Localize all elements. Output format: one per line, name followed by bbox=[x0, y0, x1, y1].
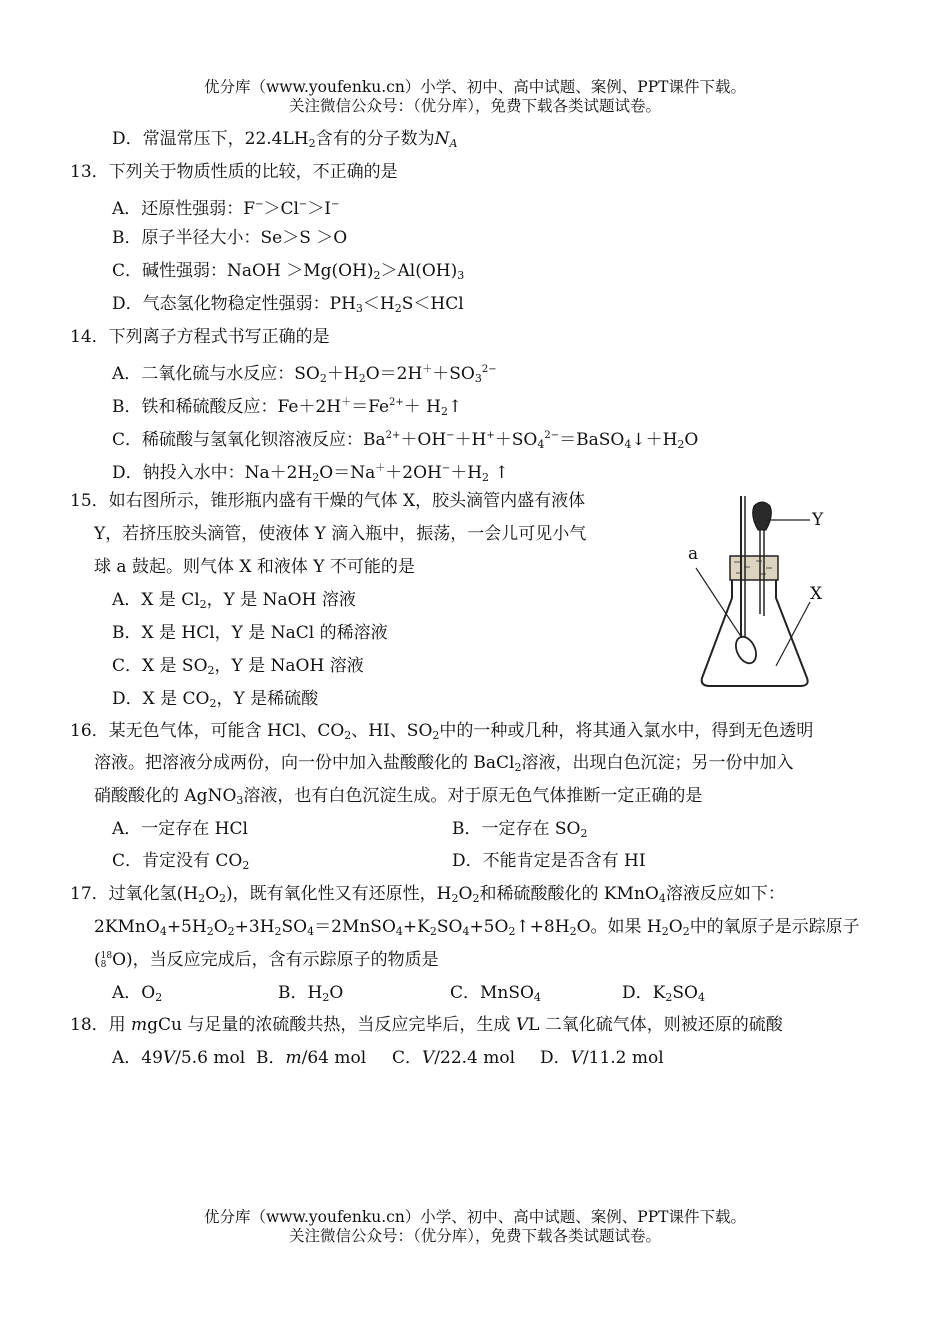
isotope-notation: 18 8 bbox=[100, 950, 113, 970]
q17-option-a: A．$O_2$ bbox=[112, 983, 163, 1004]
figure-label-x: X bbox=[810, 584, 823, 604]
q13-option-d: D．气态氢化物稳定性强弱：$PH_3<H_2S<HCl$ bbox=[112, 294, 464, 315]
figure-label-a: a bbox=[688, 544, 699, 564]
q18-option-d: D．V/11.2 mol bbox=[540, 1048, 664, 1068]
q16-option-d: D．不能肯定是否含有 HI bbox=[452, 851, 646, 871]
page-header bbox=[0, 78, 950, 116]
q18-stem: 18．用 mgCu 与足量的浓硫酸共热，当反应完毕后，生成 VL 二氧化硫气体，则被还原的硫酸 bbox=[70, 1015, 783, 1035]
q17-stem-line-1: 17．过氧化氢$(H_2O_2)$，既有氧化性又有还原性，$H_2O_2$和稀硫酸酸化的 KMnO$_4$溶液反应如下： bbox=[70, 884, 785, 905]
q13-option-c: C．碱性强弱：NaOH $>Mg(OH)_2>Al(OH)_3$ bbox=[112, 261, 465, 282]
q13-option-b: B．原子半径大小：Se＞S ＞O bbox=[112, 228, 348, 248]
figure-label-y: Y bbox=[812, 510, 824, 530]
q18-option-b: B．m/64 mol bbox=[256, 1048, 367, 1068]
q16-option-c: C．肯定没有 $CO_2$ bbox=[112, 851, 250, 872]
footer-line-1: 优分库（www.youfenku.cn）小学、初中、高中试题、案例、PPT课件下载。 bbox=[203, 1208, 747, 1226]
balloon-a bbox=[732, 634, 760, 667]
q15-stem-line-2: Y，若挤压胶头滴管，使液体 Y 滴入瓶中，振荡，一会儿可见小气 bbox=[94, 524, 587, 544]
q16-stem-line-3: 硝酸酸化的 AgNO$_3$溶液，也有白色沉淀生成。对于原无色气体推断一定正确的是 bbox=[94, 786, 703, 807]
q14-option-b: B．铁和稀硫酸反应：$Fe+2H^+=Fe^{2+}+$ $H_2↑$ bbox=[112, 397, 463, 418]
q16-stem-line-1: 16．某无色气体，可能含 HCl、$CO_2$、HI、$SO_2$中的一种或几种，将其通入氯水中，得到无色透明 bbox=[70, 721, 814, 742]
q14-option-c: C．稀硫酸与氢氧化钡溶液反应：$Ba^{2+}+OH^-+H^++SO_4^{2-}=BaSO_4↓+H_2O$ bbox=[112, 430, 699, 451]
q17-option-b: B．$H_2O$ bbox=[278, 983, 344, 1004]
q15-option-b: B．X 是 HCl，Y 是 NaCl 的稀溶液 bbox=[112, 623, 388, 643]
header-line-1: 优分库（www.youfenku.cn）小学、初中、高中试题、案例、PPT课件下载。 bbox=[203, 78, 747, 96]
q16-option-a: A．一定存在 HCl bbox=[112, 819, 248, 839]
q17-equation-line: $2KMnO_4+5H_2O_2+3H_2SO_4=2MnSO_4+K_2SO_4+5O_2↑+8H_2O$。如果 $H_2O_2$中的氧原子是示踪原子 bbox=[94, 917, 860, 938]
flask-apparatus-figure bbox=[680, 488, 840, 698]
flask-outline bbox=[702, 576, 808, 686]
q15-stem-line-3: 球 a 鼓起。则气体 X 和液体 Y 不可能的是 bbox=[94, 557, 415, 577]
dropper-bulb bbox=[753, 502, 772, 530]
q15-option-d: D．X 是 $CO_2$，Y 是稀硫酸 bbox=[112, 689, 319, 710]
q16-stem-line-2: 溶液。把溶液分成两份，向一份中加入盐酸酸化的 BaCl$_2$溶液，出现白色沉淀；另一份中加入 bbox=[94, 753, 794, 774]
q16-option-b: B．一定存在 $SO_2$ bbox=[452, 819, 588, 840]
q17-option-d: D．$K_2SO_4$ bbox=[622, 983, 705, 1004]
q17-option-c: C．MnSO$_4$ bbox=[450, 983, 541, 1004]
q17-stem-line-3: ( 18 8 O)，当反应完成后，含有示踪原子的物质是 bbox=[94, 950, 439, 970]
page-footer bbox=[0, 1208, 950, 1246]
q18-option-a: A．49V/5.6 mol bbox=[112, 1048, 246, 1068]
q15-stem-line-1: 15．如右图所示，锥形瓶内盛有干燥的气体 X，胶头滴管内盛有液体 bbox=[70, 491, 586, 511]
q15-option-c: C．X 是 $SO_2$，Y 是 NaOH 溶液 bbox=[112, 656, 364, 677]
footer-line-2: 关注微信公众号：（优分库），免费下载各类试题试卷。 bbox=[288, 1227, 661, 1245]
q18-option-c: C．V/22.4 mol bbox=[392, 1048, 516, 1068]
header-line-2: 关注微信公众号：（优分库），免费下载各类试题试卷。 bbox=[288, 97, 661, 115]
q14-stem: 14．下列离子方程式书写正确的是 bbox=[70, 327, 330, 347]
q12-option-d: D．常温常压下，$22.4LH_2$含有的分子数为$N_A$ bbox=[112, 129, 458, 150]
q15-option-a: A．X 是 $Cl_2$，Y 是 NaOH 溶液 bbox=[112, 590, 356, 611]
q14-option-a: A．二氧化硫与水反应：$SO_2+H_2O=2H^++SO_3^{2-}$ bbox=[112, 364, 497, 385]
q13-stem: 13．下列关于物质性质的比较，不正确的是 bbox=[70, 162, 398, 182]
q13-option-a: A．还原性强弱：F−＞Cl−＞I− bbox=[112, 199, 340, 219]
q14-option-d: D．钠投入水中：$Na+2H_2O=Na^++2OH^-+H_2$ ↑ bbox=[112, 463, 509, 484]
